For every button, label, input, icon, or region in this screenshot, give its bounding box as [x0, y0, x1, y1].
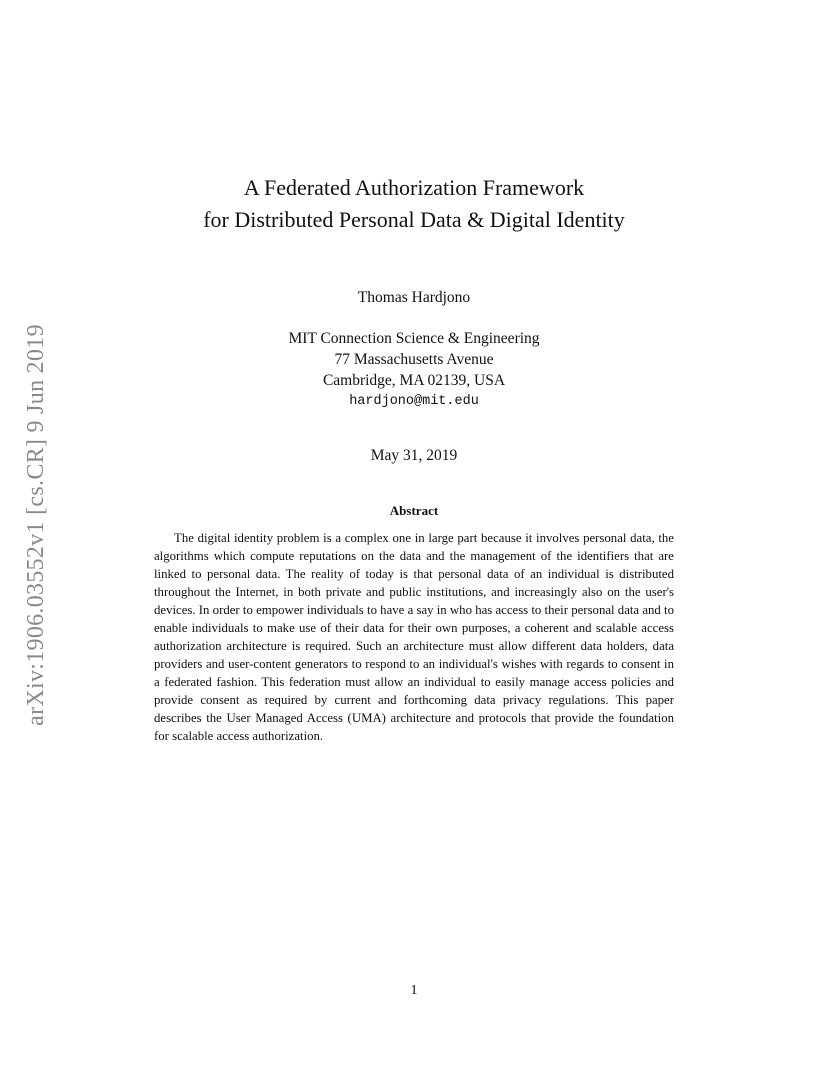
- author-affiliation: [0, 328, 828, 412]
- paper-title: [0, 172, 828, 236]
- title-line-1: A Federated Authorization Framework: [243, 175, 585, 200]
- paper-date: May 31, 2019: [370, 447, 458, 464]
- arxiv-identifier-stamp: arXiv:1906.03552v1 [cs.CR] 9 Jun 2019: [23, 324, 49, 726]
- abstract-heading: Abstract: [389, 503, 439, 518]
- affiliation-org: MIT Connection Science & Engineering: [288, 330, 540, 347]
- author-email: hardjono@mit.edu: [349, 394, 479, 409]
- author-name: Thomas Hardjono: [357, 289, 471, 306]
- page-number: 1: [410, 983, 418, 998]
- title-line-2: for Distributed Personal Data & Digital Identity: [203, 207, 625, 232]
- affiliation-city: Cambridge, MA 02139, USA: [322, 372, 506, 389]
- affiliation-street: 77 Massachusetts Avenue: [334, 351, 494, 368]
- abstract-text: The digital identity problem is a complex one in large part because it involves personal data, the algorithms which compute reputations on the data and the management of the identifiers that are linked to personal data. The reality of today is that personal data of an individual is distributed throughout the Internet, in both private and public institutions, and increasingly also on the user's devices. In order to empower individuals to have a say in who has access to their personal data and to enable individuals to make use of their data for their own purposes, a coherent and scalable access authorization architecture is required. Such an architecture must allow different data holders, data providers and user-content generators to respond to an individual's wishes with regards to consent in a federated fashion. This federation must allow an individual to easily manage access policies and provide consent as required by current and forthcoming data privacy regulations. This paper describes the User Managed Access (UMA) architecture and protocols that provide the foundation for scalable access authorization.: [154, 531, 674, 743]
